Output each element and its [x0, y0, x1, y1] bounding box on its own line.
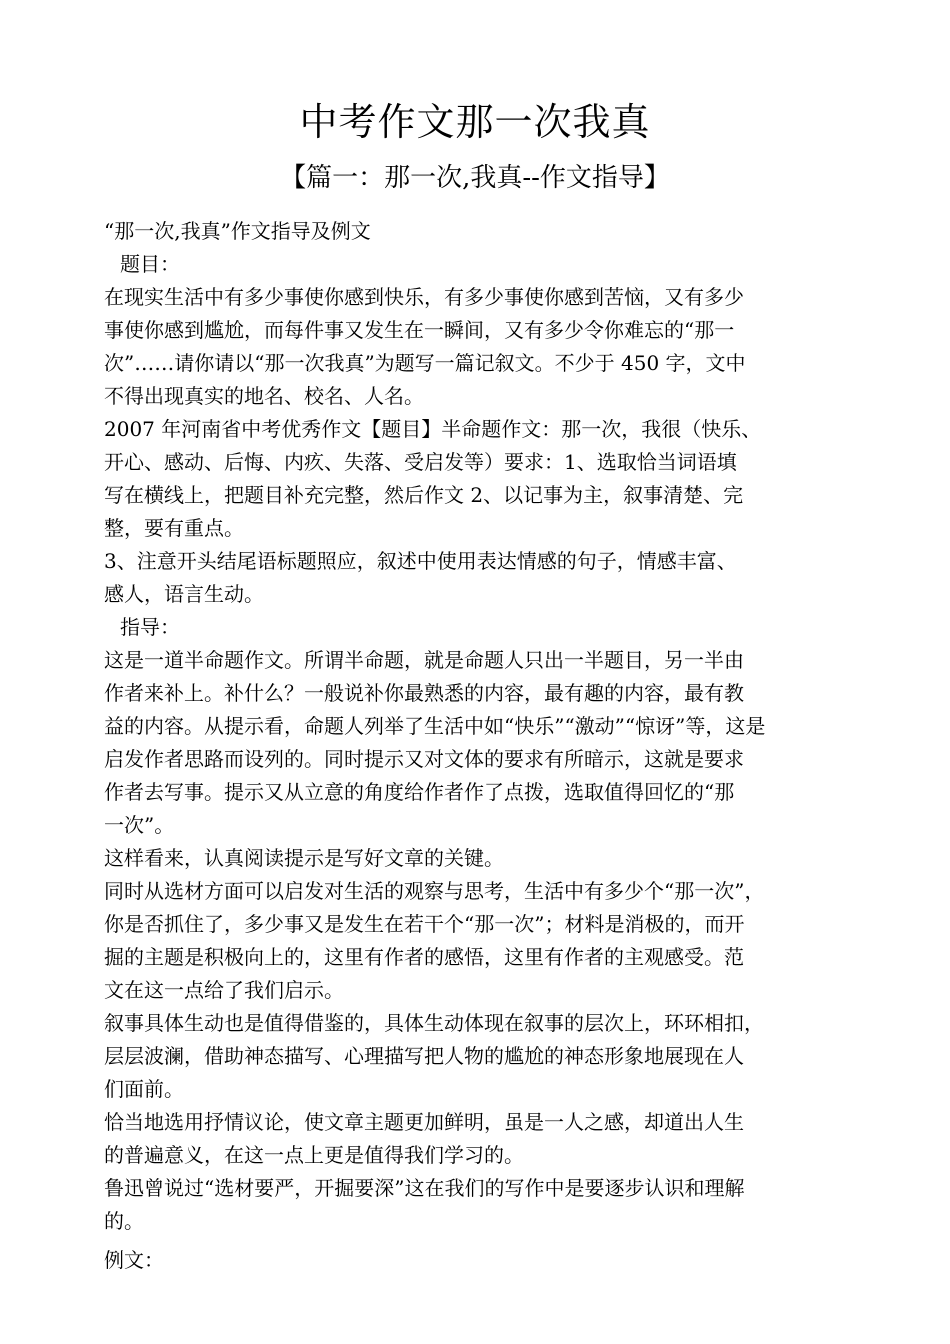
document-body [104, 215, 864, 1277]
paragraph-line: 作者去写事。提示又从立意的角度给作者作了点拨，选取值得回忆的“那 [104, 780, 735, 804]
paragraph-line: 2007 年河南省中考优秀作文【题目】半命题作文：那一次，我很（快乐、 [104, 417, 762, 441]
paragraph-line: 叙事具体生动也是值得借鉴的，具体生动体现在叙事的层次上，环环相扣， [104, 1011, 764, 1035]
paragraph-line: 益的内容。从提示看，命题人列举了生活中如“快乐”“激动”“惊讶”等，这是 [104, 714, 766, 738]
paragraph-line: 鲁迅曾说过“选材要严，开掘要深”这在我们的写作中是要逐步认识和理解 [104, 1176, 745, 1200]
paragraph-line: 3、注意开头结尾语标题照应，叙述中使用表达情感的句子，情感丰富、 [104, 549, 737, 573]
paragraph-line: 开心、感动、后悔、内疚、失落、受启发等）要求：1、选取恰当词语填 [104, 450, 737, 474]
topic-label: 题目： [120, 252, 180, 276]
paragraph-line: 的普遍意义，在这一点上更是值得我们学习的。 [104, 1143, 524, 1167]
paragraph-line: 层层波澜，借助神态描写、心理描写把人物的尴尬的神态形象地展现在人 [104, 1044, 744, 1068]
paragraph-line: 在现实生活中有多少事使你感到快乐，有多少事使你感到苦恼，又有多少 [104, 285, 744, 309]
section-heading: 【篇一：那一次,我真--作文指导】 [280, 163, 670, 193]
paragraph-line: 事使你感到尴尬，而每件事又发生在一瞬间，又有多少令你难忘的“那一 [104, 318, 735, 342]
paragraph-line: 的。 [104, 1209, 144, 1233]
intro-line: “那一次,我真”作文指导及例文 [104, 219, 371, 243]
paragraph-line: 同时从选材方面可以启发对生活的观察与思考，生活中有多少个“那一次”， [104, 879, 765, 903]
paragraph-line: 恰当地选用抒情议论，使文章主题更加鲜明，虽是一人之感，却道出人生 [104, 1110, 744, 1134]
paragraph-line: 启发作者思路而设列的。同时提示又对文体的要求有所暗示，这就是要求 [104, 747, 744, 771]
page-title: 中考作文那一次我真 [299, 100, 651, 144]
paragraph-line: 次”……请你请以“那一次我真”为题写一篇记叙文。不少于 450 字，文中 [104, 351, 746, 375]
paragraph-line: 们面前。 [104, 1077, 184, 1101]
paragraph-line: 掘的主题是积极向上的，这里有作者的感悟，这里有作者的主观感受。范 [104, 945, 744, 969]
paragraph-line: 作者来补上。补什么？一般说补你最熟悉的内容，最有趣的内容，最有教 [104, 681, 744, 705]
paragraph-line: 写在横线上，把题目补充完整，然后作文 2、以记事为主，叙事清楚、完 [104, 483, 744, 507]
paragraph-line: 这是一道半命题作文。所谓半命题，就是命题人只出一半题目，另一半由 [104, 648, 744, 672]
example-label: 例文： [104, 1248, 164, 1272]
paragraph-line: 这样看来，认真阅读提示是写好文章的关键。 [104, 846, 504, 870]
paragraph-line: 感人，语言生动。 [104, 582, 264, 606]
paragraph-line: 文在这一点给了我们启示。 [104, 978, 344, 1002]
guidance-label: 指导： [120, 615, 180, 639]
paragraph-line: 一次”。 [104, 813, 175, 837]
paragraph-line: 不得出现真实的地名、校名、人名。 [104, 384, 424, 408]
paragraph-line: 整，要有重点。 [104, 516, 244, 540]
paragraph-line: 你是否抓住了，多少事又是发生在若干个“那一次”；材料是消极的，而开 [104, 912, 745, 936]
